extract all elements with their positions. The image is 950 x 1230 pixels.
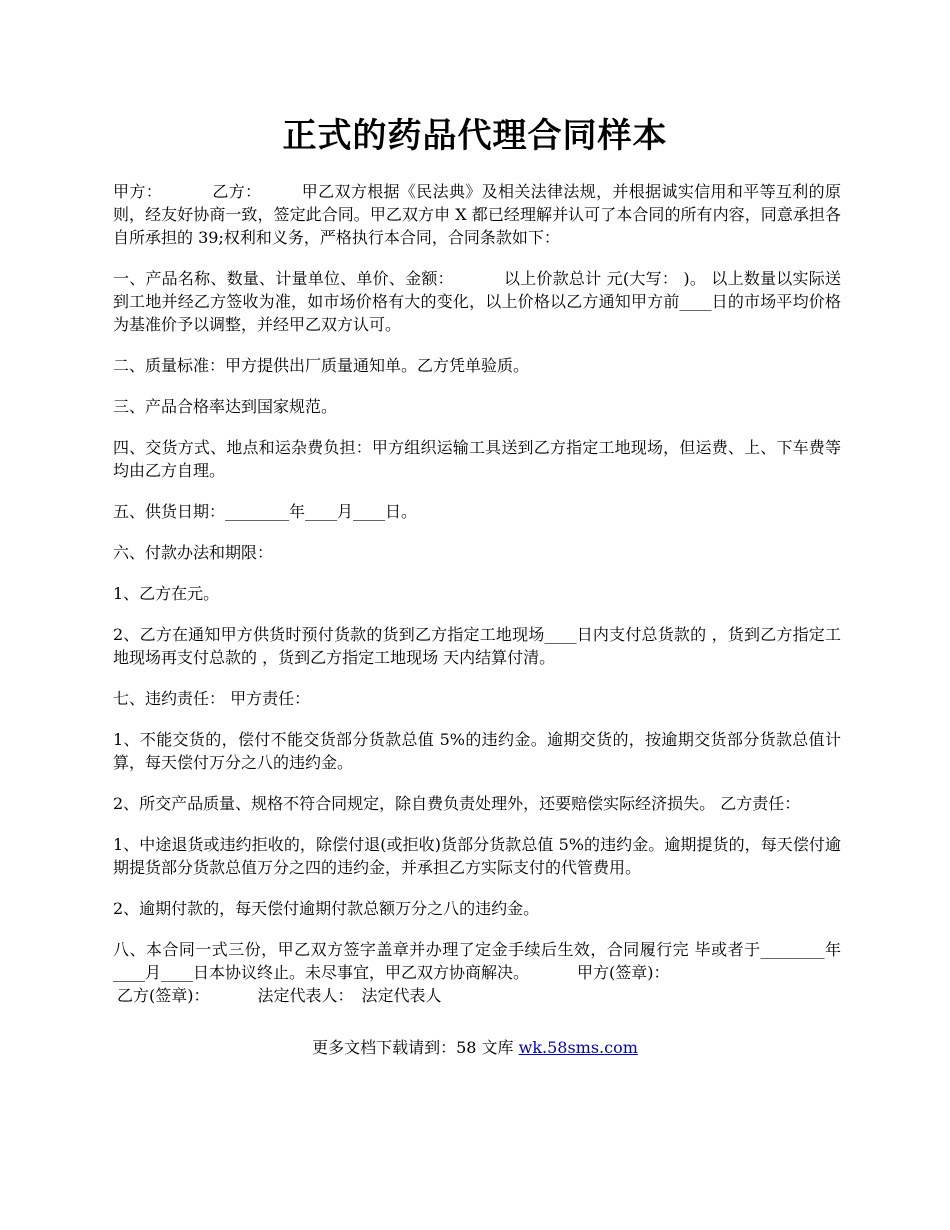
clause-6-item-2: 2、乙方在通知甲方供货时预付货款的货到乙方指定工地现场____日内支付总货款的 ，货到乙方指定工地现场再支付总款的 ，货到乙方指定工地现场 天内结算付清。: [113, 625, 841, 667]
clause-3: 三、产品合格率达到国家规范。: [113, 397, 338, 416]
footer: [0, 1036, 950, 1060]
clause-1-text: 以上价款总计 元(大写： )。 以上数量以实际送到工地并经乙方签收为准，如市场价格有大的变化，以上价格以乙方通知甲方前____日的市场平均价格为基准价予以调整，并经甲乙双方认可。: [113, 269, 841, 334]
clause-1: [113, 267, 841, 336]
intro-paragraph: [113, 180, 841, 249]
clause-7-a-item-2: 2、所交产品质量、规格不符合同规定，除自费负责处理外，还要赔偿实际经济损失。 乙方责任：: [113, 794, 801, 813]
party-b-label: 乙方：: [212, 182, 262, 201]
clause-5: 五、供货日期：________年____月____日。: [113, 502, 418, 521]
clause-7-a-item-1: 1、不能交货的，偿付不能交货部分货款总值 5%的违约金。逾期交货的，按逾期交货部分货款总值计算，每天偿付万分之八的违约金。: [113, 730, 841, 772]
intro-text: 甲乙双方根据《民法典》及相关法律法规，并根据诚实信用和平等互利的原则，经友好协商一致，签定此合同。甲乙双方申 X 都已经理解并认可了本合同的所有内容，同意承担各自所承担的 39;权利和义务，严格执行本合同，合同条款如下：: [113, 182, 841, 247]
clause-2: 二、质量标准：甲方提供出厂质量通知单。乙方凭单验质。: [113, 356, 530, 375]
clause-8-text: 八、本合同一式三份，甲乙双方签字盖章并办理了定金手续后生效，合同履行完 毕或者于________年____月____日本协议终止。未尽事宜，甲乙双方协商解决。: [113, 940, 841, 982]
rep-b-label: 法定代表人: [361, 986, 442, 1005]
clause-7: 七、违约责任： 甲方责任：: [113, 689, 311, 708]
clause-7-b-item-2: 2、逾期付款的，每天偿付逾期付款总额万分之八的违约金。: [113, 899, 540, 918]
contract-body: [113, 180, 841, 1025]
clause-6: 六、付款办法和期限：: [113, 543, 274, 562]
clause-7-b-item-1: 1、中途退货或违约拒收的，除偿付退(或拒收)货部分货款总值 5%的违约金。逾期提货的，每天偿付逾期提货部分货款总值万分之四的违约金，并承担乙方实际支付的代管费用。: [113, 835, 841, 877]
clause-6-item-1: 1、乙方在元。: [113, 584, 220, 603]
clause-1-head: 一、产品名称、数量、计量单位、单价、金额：: [113, 269, 454, 288]
party-a-label: 甲方：: [113, 182, 163, 201]
document-title: 正式的药品代理合同样本: [282, 116, 668, 156]
clause-4: 四、交货方式、地点和运杂费负担：甲方组织运输工具送到乙方指定工地现场，但运费、上、下车费等均由乙方自理。: [113, 438, 841, 480]
sign-b-label: 乙方(签章)：: [117, 986, 210, 1005]
clause-8: [113, 938, 841, 1007]
rep-a-label: 法定代表人：: [257, 986, 354, 1005]
footer-prefix: 更多文档下载请到：58 文库: [312, 1038, 519, 1057]
sign-a-label: 甲方(签章)：: [577, 963, 670, 982]
footer-link[interactable]: wk.58sms.com: [518, 1038, 638, 1057]
